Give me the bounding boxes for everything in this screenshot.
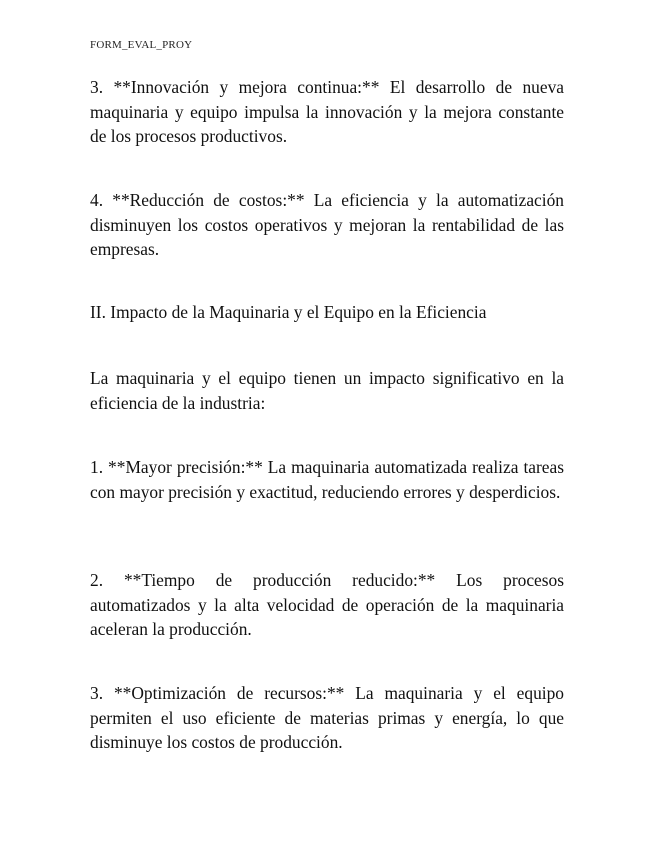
paragraph-optimizacion-recursos: 3. **Optimización de recursos:** La maquinaria y el equipo permiten el uso eficiente de materias primas y energía, lo que disminuye los costos de producción. [90,683,564,752]
document-header-code: FORM_EVAL_PROY [90,39,193,51]
paragraph-innovacion: 3. **Innovación y mejora continua:** El desarrollo de nueva maquinaria y equipo impulsa la innovación y la mejora constante de los procesos productivos. [90,77,564,146]
section-heading-impacto: II. Impacto de la Maquinaria y el Equipo en la Eficiencia [90,302,487,322]
paragraph-tiempo-produccion: 2. **Tiempo de producción reducido:** Los procesos automatizados y la alta velocidad de operación de la maquinaria aceleran la producción. [90,570,564,639]
paragraph-mayor-precision: 1. **Mayor precisión:** La maquinaria automatizada realiza tareas con mayor precisión y exactitud, reduciendo errores y desperdicios. [90,457,564,502]
paragraph-intro-impacto: La maquinaria y el equipo tienen un impacto significativo en la eficiencia de la industria: [90,368,564,413]
paragraph-reduccion-costos: 4. **Reducción de costos:** La eficiencia y la automatización disminuyen los costos operativos y mejoran la rentabilidad de las empresas. [90,190,564,259]
